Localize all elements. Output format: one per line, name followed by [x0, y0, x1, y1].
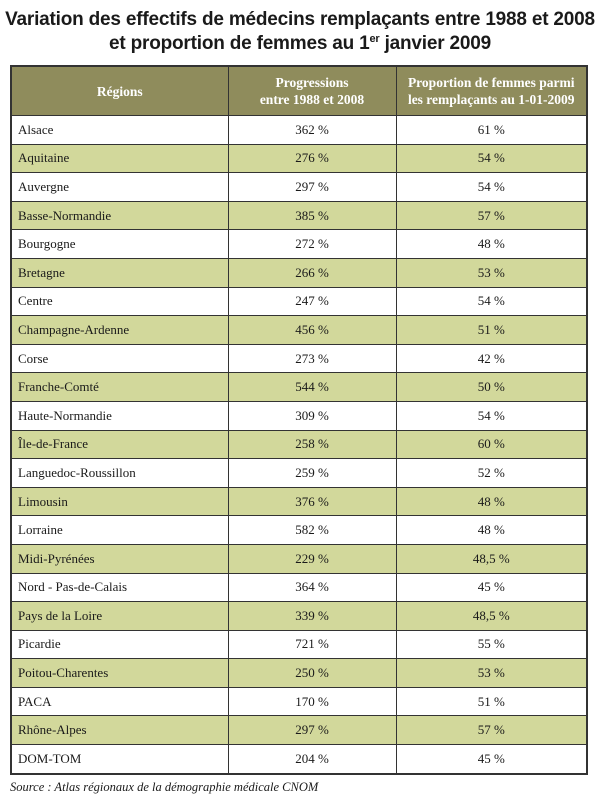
table-row — [12, 716, 586, 745]
header-row — [12, 67, 586, 116]
title-main: Variation des effectifs de médecins remplaçants entre 1988 et 2008 et proportion de femmes au 1 — [5, 9, 595, 54]
header-proportion-line2: les remplaçants au 1-01-2009 — [407, 92, 575, 107]
table-row — [12, 459, 586, 488]
cell-progression: 259 % — [228, 459, 396, 488]
cell-region: Alsace — [12, 116, 228, 145]
title-end: janvier 2009 — [379, 33, 491, 54]
cell-region: Aquitaine — [12, 144, 228, 173]
table-row — [12, 602, 586, 631]
cell-region: Pays de la Loire — [12, 602, 228, 631]
cell-proportion-femmes: 48,5 % — [396, 602, 586, 631]
cell-proportion-femmes: 57 % — [396, 716, 586, 745]
table-row — [12, 544, 586, 573]
source-note: Source : Atlas régionaux de la démographie médicale CNOM — [10, 780, 319, 794]
cell-progression: 297 % — [228, 173, 396, 202]
cell-region: Rhône-Alpes — [12, 716, 228, 745]
cell-proportion-femmes: 50 % — [396, 373, 586, 402]
cell-progression: 582 % — [228, 516, 396, 545]
table-row — [12, 745, 586, 773]
cell-region: Bretagne — [12, 258, 228, 287]
cell-progression: 276 % — [228, 144, 396, 173]
cell-region: Nord - Pas-de-Calais — [12, 573, 228, 602]
cell-region: Centre — [12, 287, 228, 316]
cell-region: Franche-Comté — [12, 373, 228, 402]
cell-region: Bourgogne — [12, 230, 228, 259]
cell-progression: 456 % — [228, 316, 396, 345]
cell-progression: 309 % — [228, 401, 396, 430]
cell-progression: 250 % — [228, 659, 396, 688]
cell-proportion-femmes: 42 % — [396, 344, 586, 373]
cell-region: DOM-TOM — [12, 745, 228, 773]
cell-region: Corse — [12, 344, 228, 373]
cell-progression: 266 % — [228, 258, 396, 287]
cell-progression: 376 % — [228, 487, 396, 516]
cell-progression: 273 % — [228, 344, 396, 373]
cell-proportion-femmes: 53 % — [396, 258, 586, 287]
cell-proportion-femmes: 54 % — [396, 144, 586, 173]
cell-progression: 272 % — [228, 230, 396, 259]
cell-region: Lorraine — [12, 516, 228, 545]
table-row — [12, 116, 586, 145]
table-row — [12, 230, 586, 259]
table-row — [12, 344, 586, 373]
header-progressions — [228, 67, 396, 116]
table-row — [12, 573, 586, 602]
cell-progression: 339 % — [228, 602, 396, 631]
cell-proportion-femmes: 51 % — [396, 316, 586, 345]
cell-region: Basse-Normandie — [12, 201, 228, 230]
cell-proportion-femmes: 54 % — [396, 287, 586, 316]
cell-progression: 544 % — [228, 373, 396, 402]
cell-region: Poitou-Charentes — [12, 659, 228, 688]
cell-proportion-femmes: 52 % — [396, 459, 586, 488]
cell-proportion-femmes: 45 % — [396, 573, 586, 602]
cell-proportion-femmes: 51 % — [396, 687, 586, 716]
cell-proportion-femmes: 55 % — [396, 630, 586, 659]
cell-region: PACA — [12, 687, 228, 716]
table-row — [12, 401, 586, 430]
cell-proportion-femmes: 48 % — [396, 516, 586, 545]
cell-progression: 385 % — [228, 201, 396, 230]
cell-progression: 364 % — [228, 573, 396, 602]
cell-proportion-femmes: 53 % — [396, 659, 586, 688]
cell-region: Languedoc-Roussillon — [12, 459, 228, 488]
cell-proportion-femmes: 45 % — [477, 750, 505, 766]
cell-proportion-femmes: 57 % — [396, 201, 586, 230]
cell-region: Haute-Normandie — [12, 401, 228, 430]
header-proportion-line1: Proportion de femmes parmi — [407, 75, 575, 90]
cell-proportion-femmes: 61 % — [396, 116, 586, 145]
table-row — [12, 173, 586, 202]
table-row — [12, 487, 586, 516]
cell-region: Midi-Pyrénées — [12, 544, 228, 573]
cell-progression: 258 % — [228, 430, 396, 459]
data-table — [10, 65, 588, 775]
cell-progression: 362 % — [228, 116, 396, 145]
cell-proportion-femmes: 60 % — [396, 430, 586, 459]
cell-proportion-femmes: 48,5 % — [396, 544, 586, 573]
header-regions-label: Régions — [96, 83, 143, 99]
table-title — [0, 8, 600, 56]
cell-progression: 170 % — [228, 687, 396, 716]
header-progressions-line2: entre 1988 et 2008 — [259, 92, 365, 107]
table-row — [12, 687, 586, 716]
table-row — [12, 659, 586, 688]
table-row — [12, 201, 586, 230]
table-row — [12, 258, 586, 287]
cell-proportion-femmes: 48 % — [396, 230, 586, 259]
cell-progression: 721 % — [228, 630, 396, 659]
cell-progression: 297 % — [228, 716, 396, 745]
table-row — [12, 316, 586, 345]
cell-proportion-femmes: 48 % — [396, 487, 586, 516]
header-regions — [12, 67, 228, 116]
table-row — [12, 373, 586, 402]
cell-region: Île-de-France — [12, 430, 228, 459]
cell-proportion-femmes: 54 % — [396, 173, 586, 202]
table-row — [12, 516, 586, 545]
cell-region: Limousin — [12, 487, 228, 516]
header-proportion-femmes — [396, 67, 586, 116]
cell-region: Picardie — [12, 630, 228, 659]
cell-progression: 247 % — [228, 287, 396, 316]
table-body — [12, 116, 586, 773]
title-superscript: er — [369, 33, 380, 45]
cell-region: Auvergne — [12, 173, 228, 202]
table-row — [12, 630, 586, 659]
cell-region: Champagne-Ardenne — [12, 316, 228, 345]
table-row — [12, 287, 586, 316]
header-progressions-line1: Progressions — [275, 75, 349, 90]
cell-progression: 229 % — [228, 544, 396, 573]
cell-progression: 204 % — [228, 745, 396, 773]
cell-proportion-femmes: 54 % — [396, 401, 586, 430]
table-row — [12, 430, 586, 459]
table-row — [12, 144, 586, 173]
